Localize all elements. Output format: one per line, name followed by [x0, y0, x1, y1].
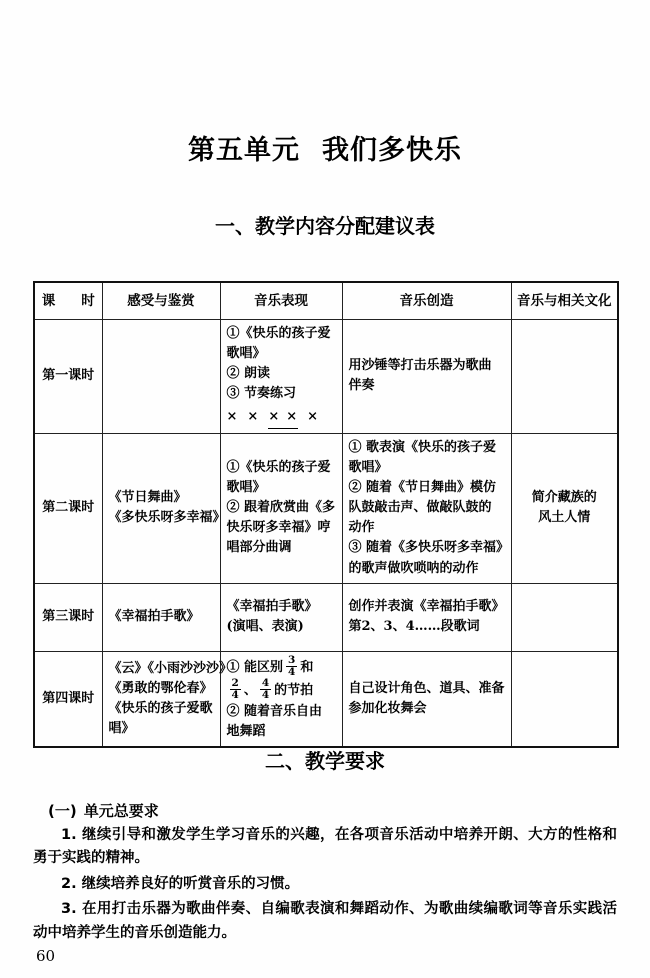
- rhythm-mark: ×: [268, 408, 281, 424]
- header-lesson-char-2: 时: [81, 292, 95, 309]
- table-header-row: [34, 282, 618, 320]
- cell-appreciation-1: [102, 320, 220, 434]
- appreciation-line: 唱》: [108, 721, 135, 736]
- expression-meter-line-1: [226, 653, 336, 679]
- cell-expression-2: [220, 433, 342, 583]
- culture-line: 风土人情: [538, 510, 591, 526]
- table-row: [34, 651, 618, 747]
- creation-line: 动作: [348, 520, 375, 536]
- fraction-three-four: [286, 655, 297, 678]
- rhythm-mark: ×: [247, 408, 260, 424]
- cell-creation-4: [342, 651, 511, 747]
- appreciation-line: 《勇敢的鄂伦春》: [108, 680, 213, 696]
- creation-line: ③ 随着《多快乐呀多幸福》: [348, 540, 510, 556]
- creation-line: 的歌声做吹唢呐的动作: [348, 560, 479, 576]
- fraction-denominator: 4: [288, 665, 296, 678]
- page-title: [0, 128, 650, 167]
- column-header-culture: 音乐与相关文化: [511, 282, 618, 320]
- fraction-two-four: [230, 678, 241, 701]
- expression-line: 地舞蹈: [226, 723, 266, 739]
- fraction-numerator: 3: [288, 653, 296, 666]
- cell-culture-1: [511, 320, 618, 434]
- column-header-lesson: [34, 282, 102, 320]
- cell-lesson-4: 第四课时: [34, 651, 102, 747]
- creation-line: 自己设计角色、道具、准备: [348, 680, 505, 696]
- rhythm-notation: [227, 407, 336, 429]
- cell-lesson-2: 第二课时: [34, 433, 102, 583]
- table-header: [34, 282, 618, 320]
- appreciation-line: 《节日舞曲》: [108, 490, 187, 506]
- appreciation-line: 《快乐的孩子爱歌: [108, 700, 213, 716]
- cell-appreciation-2: [102, 433, 226, 583]
- subsection-title: 单元总要求: [83, 802, 159, 820]
- section-heading-two: 二、教学要求: [265, 749, 385, 773]
- cell-culture-2: [511, 433, 618, 583]
- expression-meter-line-2: [227, 676, 336, 702]
- expression-text: 的节拍: [274, 682, 314, 698]
- table-row: [34, 433, 618, 583]
- fraction-numerator: 4: [261, 676, 270, 689]
- cell-expression-3: [220, 583, 342, 651]
- cell-creation-2: [342, 433, 511, 583]
- requirement-item: 2. 继续培养良好的听赏音乐的习惯。: [61, 875, 300, 892]
- cell-creation-1: [342, 320, 511, 434]
- table-row: [34, 320, 618, 434]
- fraction-four-four: [260, 678, 271, 701]
- requirement-item: 3. 在用打击乐器为歌曲伴奏、自编歌表演和舞蹈动作、为歌曲续编歌词等音乐实践活动中培养学生的音乐创造能力。: [33, 901, 617, 941]
- requirements-list: [33, 824, 617, 947]
- creation-line: 歌唱》: [348, 459, 388, 475]
- header-lesson-char-1: 课: [41, 292, 56, 309]
- creation-line: 伴奏: [348, 378, 375, 394]
- creation-line: 队鼓敲击声、做敲队鼓的: [348, 500, 492, 516]
- expression-line: 快乐呀多幸福》哼: [226, 520, 331, 536]
- section-heading-one: 一、教学内容分配建议表: [215, 214, 435, 238]
- expression-line: ② 随着音乐自由: [226, 703, 323, 719]
- teaching-plan-table-wrapper: [33, 281, 617, 748]
- fraction-separator: 、: [243, 682, 257, 698]
- unit-title-main: 第五单元: [188, 135, 300, 166]
- unit-title-sub: 我们多快乐: [322, 135, 462, 166]
- column-header-expression: 音乐表现: [220, 282, 342, 320]
- fraction-numerator: 2: [231, 676, 239, 689]
- appreciation-line: 《多快乐呀多幸福》: [108, 510, 226, 526]
- subsection-heading: [48, 800, 159, 821]
- appreciation-line: 《云》《小雨沙沙沙》: [108, 660, 233, 676]
- expression-line: 歌唱》: [226, 346, 266, 362]
- teaching-plan-table: [33, 281, 619, 748]
- expression-line: (演唱、表演): [226, 619, 304, 635]
- expression-text: 和: [300, 659, 314, 675]
- expression-line: 《幸福拍手歌》: [226, 599, 318, 615]
- table-body: [34, 320, 618, 748]
- cell-lesson-1: 第一课时: [34, 320, 102, 434]
- appreciation-line: 《幸福拍手歌》: [108, 609, 200, 625]
- table-row: [34, 583, 618, 651]
- expression-text: ① 能区别: [226, 659, 284, 675]
- expression-line: ①《快乐的孩子爱: [226, 459, 331, 475]
- cell-expression-1: [220, 320, 342, 434]
- cell-culture-3: [511, 583, 618, 651]
- requirement-item: 1. 继续引导和激发学生学习音乐的兴趣，在各项音乐活动中培养开朗、大方的性格和勇于实践的精神。: [33, 827, 617, 867]
- fraction-denominator: 4: [231, 688, 239, 701]
- expression-line: ①《快乐的孩子爱: [226, 326, 331, 341]
- expression-line: ② 跟着欣赏曲《多: [226, 500, 336, 516]
- expression-line: 唱部分曲调: [226, 540, 292, 556]
- cell-expression-4: [220, 651, 342, 747]
- creation-line: 参加化妆舞会: [348, 700, 427, 716]
- rhythm-mark: ×: [226, 408, 239, 424]
- culture-line: 简介藏族的: [531, 490, 597, 506]
- creation-line: ② 随着《节日舞曲》模仿: [348, 479, 497, 495]
- cell-appreciation-3: [102, 583, 220, 651]
- column-header-appreciation: 感受与鉴赏: [102, 282, 220, 320]
- creation-line: 用沙锤等打击乐器为歌曲: [348, 358, 492, 374]
- cell-creation-3: [342, 583, 511, 651]
- expression-line: ② 朗读: [226, 366, 271, 382]
- column-header-creation: 音乐创造: [342, 282, 511, 320]
- creation-line: 第2、3、4……段歌词: [348, 619, 480, 635]
- subsection-label: (一): [48, 802, 77, 820]
- page-number: 60: [36, 947, 56, 965]
- rhythm-mark: ×: [307, 408, 320, 424]
- creation-line: ① 歌表演《快乐的孩子爱: [348, 439, 497, 455]
- expression-line: 歌唱》: [226, 479, 266, 495]
- cell-culture-4: [511, 651, 618, 747]
- expression-line: ③ 节奏练习: [226, 386, 297, 402]
- fraction-denominator: 4: [261, 688, 270, 701]
- cell-appreciation-4: [102, 651, 233, 747]
- creation-line: 创作并表演《幸福拍手歌》: [348, 599, 505, 615]
- rhythm-mark: ×: [286, 408, 299, 424]
- cell-lesson-3: 第三课时: [34, 583, 102, 651]
- rhythm-beamed-pair: [268, 407, 298, 429]
